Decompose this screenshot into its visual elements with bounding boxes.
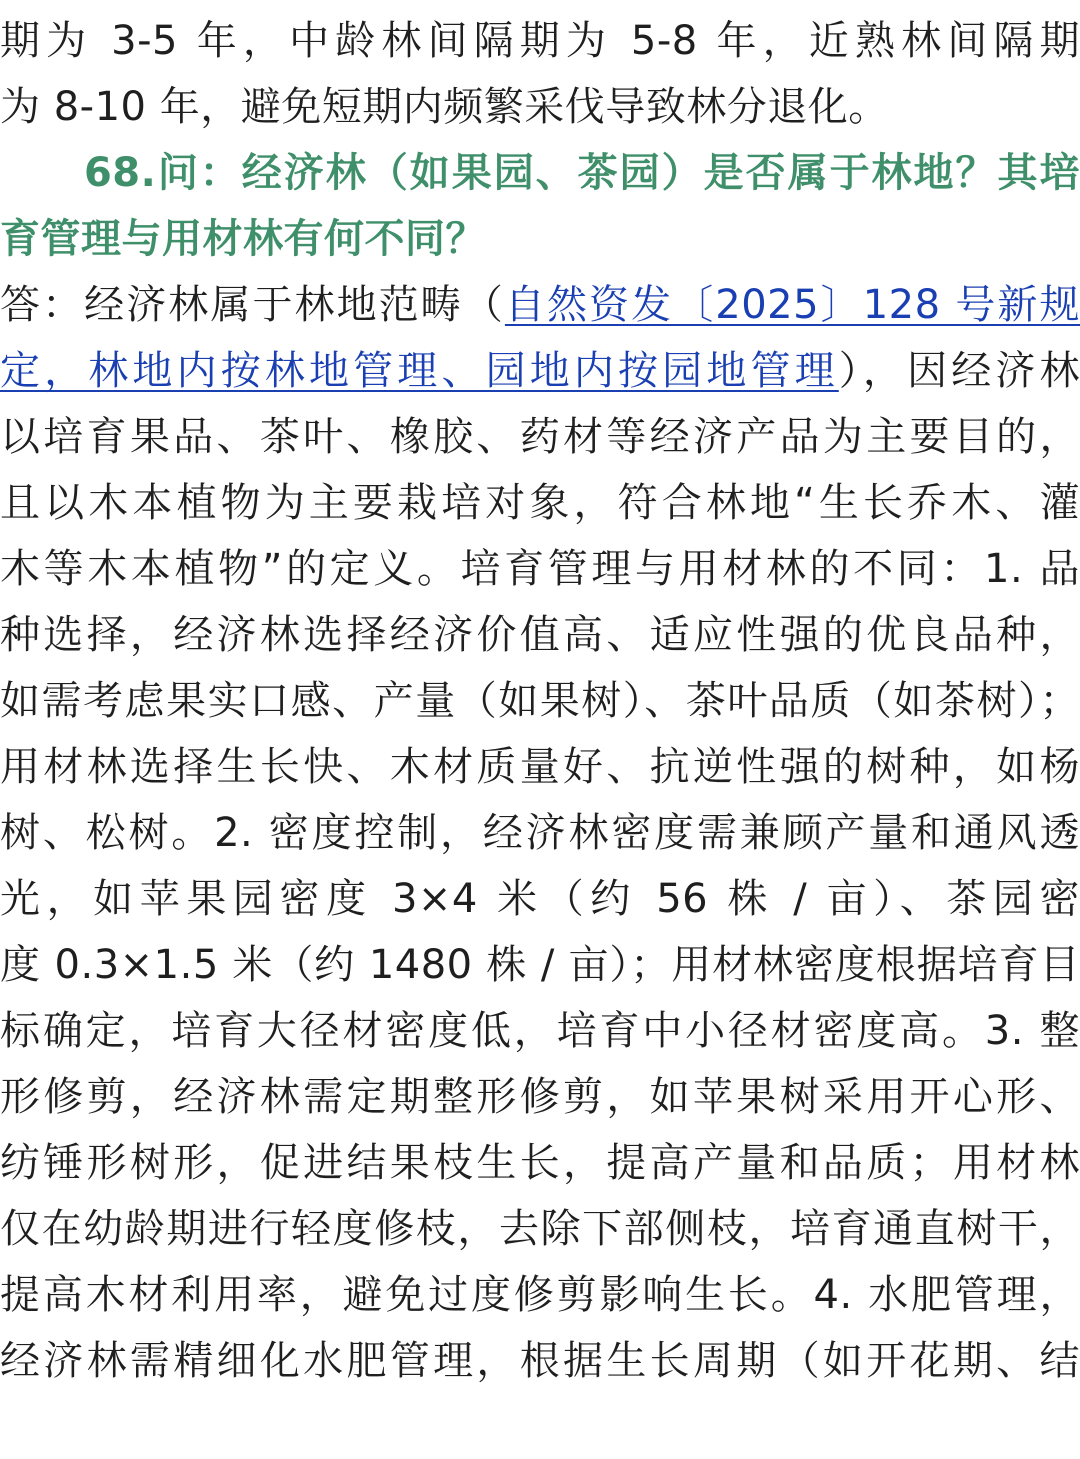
text-line-10 [0, 602, 1080, 668]
line-text: 且以木本植物为主要栽培对象，符合林地“生长乔木、灌 [0, 480, 1080, 526]
answer-line-1 [0, 272, 1080, 338]
line-text: 纺锤形树形，促进结果枝生长，提高产量和品质；用材林 [0, 1140, 1080, 1186]
line-text: 形修剪，经济林需定期整形修剪，如苹果树采用开心形、 [0, 1074, 1080, 1120]
line-text: 木等木本植物”的定义。培育管理与用材林的不同：1. 品 [0, 546, 1080, 592]
line-text: 为 8-10 年，避免短期内频繁采伐导致林分退化。 [0, 84, 889, 130]
line-text: 提高木材利用率，避免过度修剪影响生长。4. 水肥管理， [0, 1272, 1080, 1318]
line-text: 仅在幼龄期进行轻度修枝，去除下部侧枝，培育通直树干， [0, 1206, 1080, 1252]
line-text: 度 0.3×1.5 米（约 1480 株 / 亩）；用材林密度根据培育目 [0, 942, 1080, 988]
answer-text: ），因经济林 [838, 348, 1080, 394]
text-line-18 [0, 1130, 1080, 1196]
line-text: 光，如苹果园密度 3×4 米（约 56 株 / 亩）、茶园密 [0, 876, 1080, 922]
text-line-19 [0, 1196, 1080, 1262]
text-line-2 [0, 74, 1080, 140]
text-line-7 [0, 404, 1080, 470]
line-text: 标确定，培育大径材密度低，培育中小径材密度高。3. 整 [0, 1008, 1080, 1054]
line-text: 以培育果品、茶叶、橡胶、药材等经济产品为主要目的， [0, 414, 1080, 460]
line-text: 树、松树。2. 密度控制，经济林密度需兼顾产量和通风透 [0, 810, 1080, 856]
line-text: 用材林选择生长快、木材质量好、抗逆性强的树种，如杨 [0, 744, 1080, 790]
text-line-21 [0, 1328, 1080, 1394]
question-line-2 [0, 206, 1080, 272]
text-line-11 [0, 668, 1080, 734]
question-heading: 68.问：经济林（如果园、茶园）是否属于林地？其培 [0, 150, 1080, 196]
text-line-16 [0, 998, 1080, 1064]
text-line-20 [0, 1262, 1080, 1328]
text-line-15 [0, 932, 1080, 998]
line-text: 经济林需精细化水肥管理，根据生长周期（如开花期、结 [0, 1338, 1080, 1384]
line-text: 期为 3-5 年，中龄林间隔期为 5-8 年，近熟林间隔期 [0, 18, 1080, 64]
line-text: 种选择，经济林选择经济价值高、适应性强的优良品种， [0, 612, 1080, 658]
answer-line-2 [0, 338, 1080, 404]
text-line-14 [0, 866, 1080, 932]
policy-link[interactable]: 自然资发〔2025〕128 号新规 [504, 282, 1080, 328]
text-line-12 [0, 734, 1080, 800]
text-line-1 [0, 8, 1080, 74]
text-line-9 [0, 536, 1080, 602]
question-heading: 育管理与用材林有何不同？ [0, 216, 486, 262]
policy-link[interactable]: 定，林地内按林地管理、园地内按园地管理 [0, 348, 839, 394]
question-line-1 [0, 140, 1080, 206]
line-text: 如需考虑果实口感、产量（如果树）、茶叶品质（如茶树）； [0, 678, 1080, 724]
text-line-8 [0, 470, 1080, 536]
text-line-13 [0, 800, 1080, 866]
text-line-17 [0, 1064, 1080, 1130]
answer-text: 答：经济林属于林地范畴（ [0, 282, 505, 328]
